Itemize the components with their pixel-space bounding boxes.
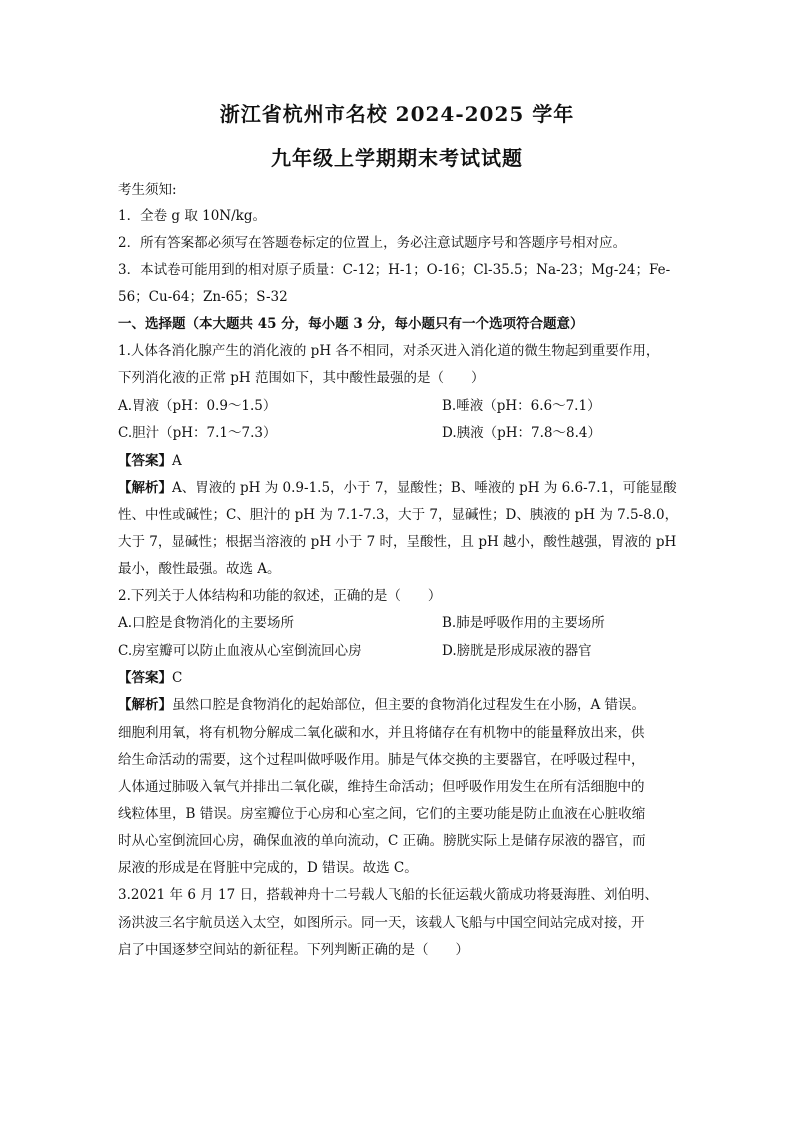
q2-option-a: A.口腔是食物消化的主要场所	[118, 615, 295, 631]
notice-item-3-line-1: 3．本试卷可能用到的相对原子质量：C-12；H-1；O-16；Cl-35.5；Na-23；Mg-24；Fe-	[118, 262, 671, 278]
answer-label: 【答案】	[118, 670, 172, 686]
analysis-label: 【解析】	[118, 480, 172, 496]
q2-analysis-line-4: 人体通过肺吸入氧气并排出二氧化碳，维持生命活动；但呼吸作用发生在所有活细胞中的	[118, 779, 645, 795]
q1-stem-line-2: 下列消化液的正常 pH 范围如下，其中酸性最强的是（ ）	[118, 370, 485, 386]
answer-value: C	[172, 670, 183, 686]
q2-analysis-line-6: 时从心室倒流回心房，确保血液的单向流动，C 正确。膀胱实际上是储存尿液的器官，而	[118, 833, 646, 849]
q2-option-d: D.膀胱是形成尿液的器官	[442, 643, 592, 659]
q1-option-a: A.胃液（pH：0.9～1.5）	[118, 398, 277, 414]
q1-analysis-line-4: 最小，酸性最强。故选 A。	[118, 561, 281, 577]
q1-analysis-line-1	[118, 479, 678, 497]
notice-item-2: 2．所有答案都必须写在答题卷标定的位置上，务必注意试题序号和答题序号相对应。	[118, 235, 627, 251]
q1-option-d: D.胰液（pH：7.8～8.4）	[442, 425, 601, 441]
q1-option-b: B.唾液（pH：6.6～7.1）	[442, 398, 601, 414]
notice-item-3-line-2: 56；Cu-64；Zn-65；S-32	[118, 289, 288, 305]
q3-stem-line-2: 汤洪波三名宇航员送入太空，如图所示。同一天，该载人飞船与中国空间站完成对接，开	[118, 915, 645, 931]
answer-label: 【答案】	[118, 453, 172, 469]
q2-analysis-line-5: 线粒体里，B 错误。房室瓣位于心房和心室之间，它们的主要功能是防止血液在心脏收缩	[118, 806, 646, 822]
analysis-label: 【解析】	[118, 697, 172, 713]
q1-answer	[118, 452, 678, 470]
q2-analysis-line-1	[118, 696, 678, 714]
notice-heading: 考生须知:	[118, 182, 177, 198]
analysis-text: 虽然口腔是食物消化的起始部位，但主要的食物消化过程发生在小肠，A 错误。	[172, 697, 646, 713]
document-title: 浙江省杭州市名校 2024-2025 学年	[219, 102, 575, 126]
q2-analysis-line-3: 给生命活动的需要，这个过程叫做呼吸作用。肺是气体交换的主要器官，在呼吸过程中，	[118, 752, 645, 768]
q2-analysis-line-2: 细胞利用氧，将有机物分解成二氧化碳和水，并且将储存在有机物中的能量释放出来，供	[118, 725, 645, 741]
analysis-text: A、胃液的 pH 为 0.9-1.5，小于 7，显酸性；B、唾液的 pH 为 6.6-7.1，可能显酸	[172, 480, 677, 496]
q3-stem-line-3: 启了中国逐梦空间站的新征程。下列判断正确的是（ ）	[118, 942, 469, 958]
q1-analysis-line-2: 性、中性或碱性；C、胆汁的 pH 为 7.1-7.3，大于 7，显碱性；D、胰液的 pH 为 7.5-8.0，	[118, 507, 679, 523]
q2-analysis-line-7: 尿液的形成是在肾脏中完成的，D 错误。故选 C。	[118, 860, 418, 876]
answer-value: A	[172, 453, 182, 469]
q1-stem-line-1: 1.人体各消化腺产生的消化液的 pH 各不相同，对杀灭进入消化道的微生物起到重要作用，	[118, 343, 660, 359]
document-subtitle: 九年级上学期期末考试试题	[271, 146, 523, 170]
q1-analysis-line-3: 大于 7，显碱性；根据当溶液的 pH 小于 7 时，呈酸性，且 pH 越小，酸性越强，胃液的 pH	[118, 534, 677, 550]
q2-option-b: B.肺是呼吸作用的主要场所	[442, 615, 605, 631]
q2-option-c: C.房室瓣可以防止血液从心室倒流回心房	[118, 643, 362, 659]
q2-answer	[118, 669, 678, 687]
notice-item-1: 1．全卷 g 取 10N/kg。	[118, 208, 266, 224]
section-heading: 一、选择题（本大题共 45 分，每小题 3 分，每小题只有一个选项符合题意）	[118, 316, 584, 332]
q1-option-c: C.胆汁（pH：7.1～7.3）	[118, 425, 277, 441]
q3-stem-line-1: 3.2021 年 6 月 17 日，搭载神舟十二号载人飞船的长征运载火箭成功将聂海胜、刘伯明、	[118, 887, 658, 903]
q2-stem: 2.下列关于人体结构和功能的叙述，正确的是（ ）	[118, 588, 442, 604]
